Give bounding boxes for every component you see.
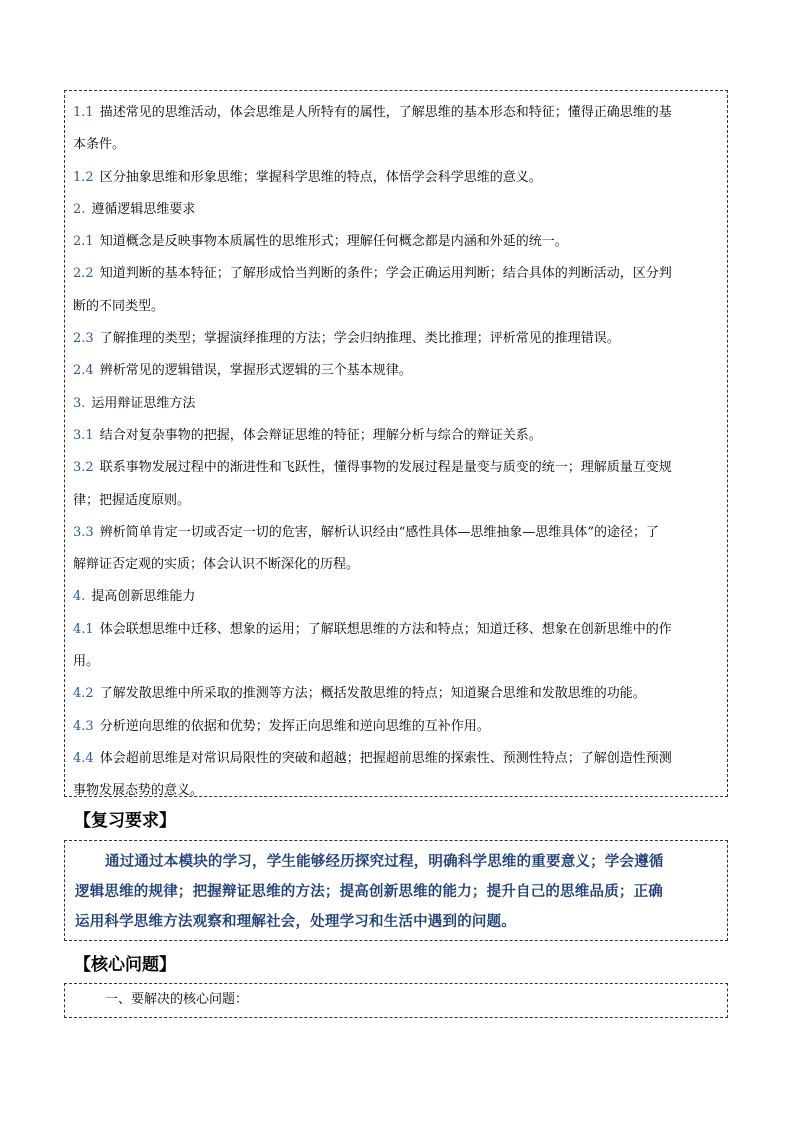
standard-text: 律；把握适度原则。 bbox=[73, 492, 191, 508]
standard-text: 用。 bbox=[73, 654, 100, 670]
standard-text: 知道判断的基本特征；了解形成恰当判断的条件；学会正确运用判断；结合具体的判断活动，区分判 bbox=[99, 266, 672, 282]
standard-number: 2.1 bbox=[73, 234, 94, 250]
standard-text: 运用辩证思维方法 bbox=[91, 395, 196, 411]
standard-number: 4.1 bbox=[73, 621, 94, 637]
core-line: 一、要解决的核心问题： bbox=[105, 992, 249, 1007]
standard-line bbox=[73, 162, 719, 194]
core-box bbox=[64, 983, 728, 1018]
standard-line bbox=[73, 226, 719, 258]
standard-number: 1.1 bbox=[73, 105, 94, 120]
standard-line bbox=[73, 743, 719, 775]
standard-text: 结合对复杂事物的把握，体会辩证思维的特征；理解分析与综合的辩证关系。 bbox=[99, 427, 542, 443]
standard-number: 3.2 bbox=[73, 460, 94, 476]
standard-text: 区分抽象思维和形象思维；掌握科学思维的特点，体悟学会科学思维的意义。 bbox=[99, 169, 542, 185]
standard-text: 遵循逻辑思维要求 bbox=[91, 201, 196, 217]
standard-line bbox=[73, 517, 719, 549]
standard-number: 2.3 bbox=[73, 331, 94, 347]
standards-list bbox=[73, 97, 719, 808]
standard-text: 本条件。 bbox=[73, 137, 126, 153]
standard-line bbox=[73, 711, 719, 743]
core-heading: 【核心问题】 bbox=[74, 955, 176, 975]
standard-number: 4.2 bbox=[73, 686, 94, 702]
standard-text: 解辩证否定观的实质；体会认识不断深化的历程。 bbox=[73, 557, 360, 573]
standard-line bbox=[73, 194, 719, 226]
standard-line bbox=[73, 258, 719, 290]
standard-number: 2.4 bbox=[73, 363, 94, 379]
standard-text: 体会联想思维中迁移、想象的运用；了解联想思维的方法和特点；知道迁移、想象在创新思维中的作 bbox=[99, 621, 672, 637]
standard-number: 2. bbox=[73, 201, 86, 217]
standard-number: 4.4 bbox=[73, 750, 94, 766]
standards-box bbox=[64, 90, 728, 797]
standard-line bbox=[73, 323, 719, 355]
standard-line bbox=[73, 678, 719, 710]
standard-line bbox=[73, 97, 719, 129]
review-line: 逻辑思维的规律；把握辩证思维的方法；提高创新思维的能力；提升自己的思维品质；正确 bbox=[75, 883, 663, 900]
standard-number: 3. bbox=[73, 395, 86, 411]
standard-text: 知道概念是反映事物本质属性的思维形式；理解任何概念都是内涵和外延的统一。 bbox=[99, 234, 568, 250]
standard-line bbox=[73, 646, 719, 678]
review-box bbox=[64, 840, 728, 941]
review-heading: 【复习要求】 bbox=[74, 811, 176, 831]
standard-line bbox=[73, 581, 719, 613]
standard-line bbox=[73, 388, 719, 420]
standard-number: 1.2 bbox=[73, 169, 94, 185]
standard-text: 联系事物发展过程中的渐进性和飞跃性，懂得事物的发展过程是量变与质变的统一；理解质量互变规 bbox=[99, 460, 672, 476]
standard-number: 4.3 bbox=[73, 718, 94, 734]
standard-text: 断的不同类型。 bbox=[73, 298, 165, 314]
standard-text: 分析逆向思维的依据和优势；发挥正向思维和逆向思维的互补作用。 bbox=[99, 718, 490, 734]
standard-line bbox=[73, 614, 719, 646]
standard-line bbox=[73, 291, 719, 323]
standard-line bbox=[73, 485, 719, 517]
standard-line bbox=[73, 549, 719, 581]
standard-line bbox=[73, 129, 719, 161]
standard-text: 事物发展态势的意义。 bbox=[73, 783, 204, 799]
standard-text: 辨析常见的逻辑错误，掌握形式逻辑的三个基本规律。 bbox=[99, 363, 412, 379]
standard-text: 辨析简单肯定一切或否定一切的危害，解析认识经由“感性具体—思维抽象—思维具体”的途径；了 bbox=[99, 524, 659, 540]
standard-text: 体会超前思维是对常识局限性的突破和超越；把握超前思维的探索性、预测性特点；了解创造性预测 bbox=[99, 750, 672, 766]
review-line: 通过通过本模块的学习，学生能够经历探究过程，明确科学思维的重要意义；学会遵循 bbox=[105, 853, 664, 870]
review-line: 运用科学思维方法观察和理解社会，处理学习和生活中遇到的问题。 bbox=[75, 913, 516, 930]
standard-number: 3.1 bbox=[73, 427, 94, 443]
standard-text: 提高创新思维能力 bbox=[91, 589, 196, 605]
standard-line bbox=[73, 775, 719, 807]
standard-line bbox=[73, 355, 719, 387]
standard-number: 2.2 bbox=[73, 266, 94, 282]
standard-line bbox=[73, 452, 719, 484]
standard-number: 3.3 bbox=[73, 524, 94, 540]
standard-number: 4. bbox=[73, 589, 86, 605]
standard-text: 了解推理的类型；掌握演绎推理的方法；学会归纳推理、类比推理；评析常见的推理错误。 bbox=[99, 331, 620, 347]
standard-line bbox=[73, 420, 719, 452]
standard-text: 描述常见的思维活动，体会思维是人所特有的属性，了解思维的基本形态和特征；懂得正确思维的基 bbox=[99, 105, 672, 120]
standard-text: 了解发散思维中所采取的推测等方法；概括发散思维的特点；知道聚合思维和发散思维的功能。 bbox=[99, 686, 646, 702]
